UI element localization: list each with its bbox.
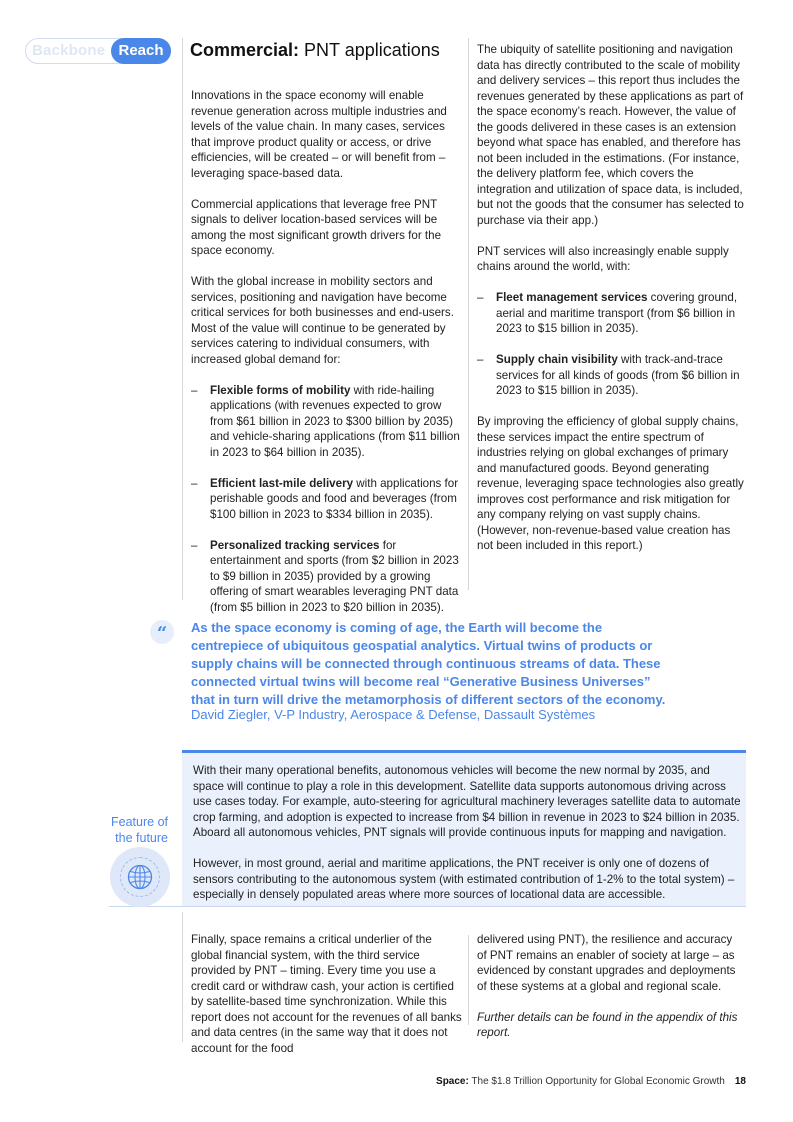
quote-line: that in turn will drive the metamorphosis of different sectors of the economy.	[191, 692, 666, 707]
bottom-right-column	[477, 932, 745, 1041]
bullet-bold: Efficient last-mile delivery	[210, 476, 354, 490]
bullet-text: with ride-hailing applications (with revenues expected to grow from $61 billion in 2023 to $300 billion by 2035) and vehicle-sharing applications (from $11 billion in 2023 to $64 billion in 2035).	[210, 383, 460, 459]
pull-quote	[191, 619, 665, 709]
right-paragraph-3: By improving the efficiency of global supply chains, these services impact the entire spectrum of industries relying on global exchanges of primary and manufactured goods. Beyond generating revenue, leveraging space technologies also greatly improves cost performance and risk mitigation for any company relying on vast supply chains. (However, non-revenue-based value creation has not been included in this report.)	[477, 415, 744, 552]
page-title	[190, 40, 440, 61]
page-footer	[436, 1076, 746, 1087]
globe-icon	[110, 847, 170, 907]
right-column	[477, 42, 745, 569]
list-item	[477, 352, 745, 399]
list-item	[477, 290, 745, 337]
section-toggle[interactable]	[25, 38, 171, 64]
bullet-bold: Personalized tracking services	[210, 538, 380, 552]
left-paragraph-3: With the global increase in mobility sectors and services, positioning and navigation have become critical services for both businesses and end-users. Most of the value will continue to be generated by services catering to individual consumers, with increased global demand for:	[191, 275, 454, 366]
feature-paragraph-2: However, in most ground, aerial and maritime applications, the PNT receiver is only one of dozens of sensors contributing to the autonomous system (with estimated contribution of 1-2% to the total system) – especially in densely populated areas where more sources of locational data are accessible.	[193, 857, 735, 901]
right-paragraph-2: PNT services will also increasingly enable supply chains around the world, with:	[477, 244, 729, 273]
page-number: 18	[734, 1076, 746, 1087]
bullet-text: with applications for perishable goods and food and beverages (from $100 billion in 2023 to $334 billion in 2035).	[210, 476, 459, 521]
column-divider-top	[468, 38, 469, 590]
bullet-text: covering ground, aerial and maritime transport (from $6 billion in 2023 to $15 billion in 2035).	[496, 291, 738, 335]
appendix-note: Further details can be found in the appendix of this report.	[477, 1010, 738, 1039]
page-title-rest: PNT applications	[299, 40, 440, 60]
bottom-left-paragraph: Finally, space remains a critical underlier of the global financial system, with the third service provided by PNT – timing. Every time you use a credit card or withdraw cash, your action is certified by satellite-based time synchronization. While this report does not account for the revenues of all banks and data centres (in the same way that it does not account for the food	[191, 933, 462, 1055]
right-paragraph-1: The ubiquity of satellite positioning and navigation data has directly contributed to the scale of mobility and delivery services – this report thus includes the revenues generated by these applications as part of the space economy’s reach. However, the value of the goods delivered in these cases is an extension beyond what space has enabled, and therefore has not been included in the estimations. (For instance, the delivery platform fee, which covers the integration and utilization of space data, is included, but not the goods that the consumer has selected to purchase via their app.)	[477, 43, 744, 227]
list-item	[191, 538, 463, 616]
quote-line: supply chains will be connected through continuous streams of data. These	[191, 656, 661, 671]
bullet-dash: –	[191, 383, 198, 397]
footer-bold: Space:	[436, 1076, 469, 1087]
bullet-dash: –	[477, 353, 484, 366]
bullet-text: for entertainment and sports (from $2 billion in 2023 to $9 billion in 2035) provided by a growing offering of smart wearables leveraging PNT data (from $5 billion in 2023 to $20 billion in 2035).	[210, 538, 459, 614]
bottom-right-paragraph-2	[477, 1010, 745, 1041]
bullet-dash: –	[191, 476, 198, 490]
left-column	[191, 88, 463, 631]
bullet-text: with track-and-trace services for all kinds of goods (from $6 billion in 2023 to $15 billion in 2035).	[496, 353, 740, 397]
feature-label-line-1: Feature of	[111, 815, 168, 829]
footer-title: The $1.8 Trillion Opportunity for Global Economic Growth	[468, 1076, 725, 1087]
list-item	[191, 476, 463, 523]
bullet-bold: Fleet management services	[496, 291, 648, 304]
feature-text	[193, 763, 743, 903]
bottom-left-column	[191, 932, 463, 1056]
list-item	[191, 383, 463, 461]
feature-divider	[109, 906, 746, 907]
bullet-dash: –	[477, 291, 484, 304]
feature-label-line-2: the future	[115, 831, 168, 845]
page-title-bold: Commercial:	[190, 40, 300, 60]
quote-line: connected virtual twins will become real “Generative Business Universes”	[191, 674, 651, 689]
quote-line: centrepiece of ubiquitous geospatial analytics. Virtual twins of products or	[191, 638, 653, 653]
quote-author: David Ziegler, V-P Industry, Aerospace & Defense, Dassault Systèmes	[191, 707, 596, 722]
bullet-bold: Flexible forms of mobility	[210, 383, 351, 397]
quote-line: As the space economy is coming of age, the Earth will become the	[191, 620, 603, 635]
bottom-right-paragraph-1: delivered using PNT), the resilience and accuracy of PNT remains an enabler of society at large – as evidenced by constant upgrades and deployments of these systems at a global and regional scale.	[477, 933, 736, 993]
column-divider-bottom	[468, 935, 469, 1025]
left-margin-divider-bottom	[182, 912, 183, 1042]
left-paragraph-2: Commercial applications that leverage free PNT signals to deliver location-based services will be among the most significant growth drivers for the space economy.	[191, 197, 442, 257]
quote-mark-icon: “	[150, 620, 174, 644]
section-tab-backbone[interactable]: Backbone	[32, 42, 106, 59]
bullet-bold: Supply chain visibility	[496, 353, 618, 366]
bullet-dash: –	[191, 538, 198, 552]
feature-paragraph-1: With their many operational benefits, autonomous vehicles will become the new normal by 2035, and space will continue to play a role in this development. Satellite data supports autonomous driving across use cases today. For example, auto-steering for agricultural machinery leverages satellite data to automate crop farming, and adoption is expected to increase from $4 billion in revenue in 2023 to $24 billion in 2035. Aboard all autonomous vehicles, PNT signals will provide continuous inputs for mapping and navigation.	[193, 764, 741, 839]
left-paragraph-1: Innovations in the space economy will enable revenue generation across multiple industries and levels of the value chain. In many cases, services that improve product quality or access, or drive efficiencies, will be created – or will benefit from – leveraging space-based data.	[191, 89, 447, 180]
section-tab-reach[interactable]: Reach	[111, 38, 171, 64]
left-margin-divider	[182, 38, 183, 600]
feature-label	[100, 814, 168, 846]
globe-icon-glyph	[127, 864, 153, 890]
